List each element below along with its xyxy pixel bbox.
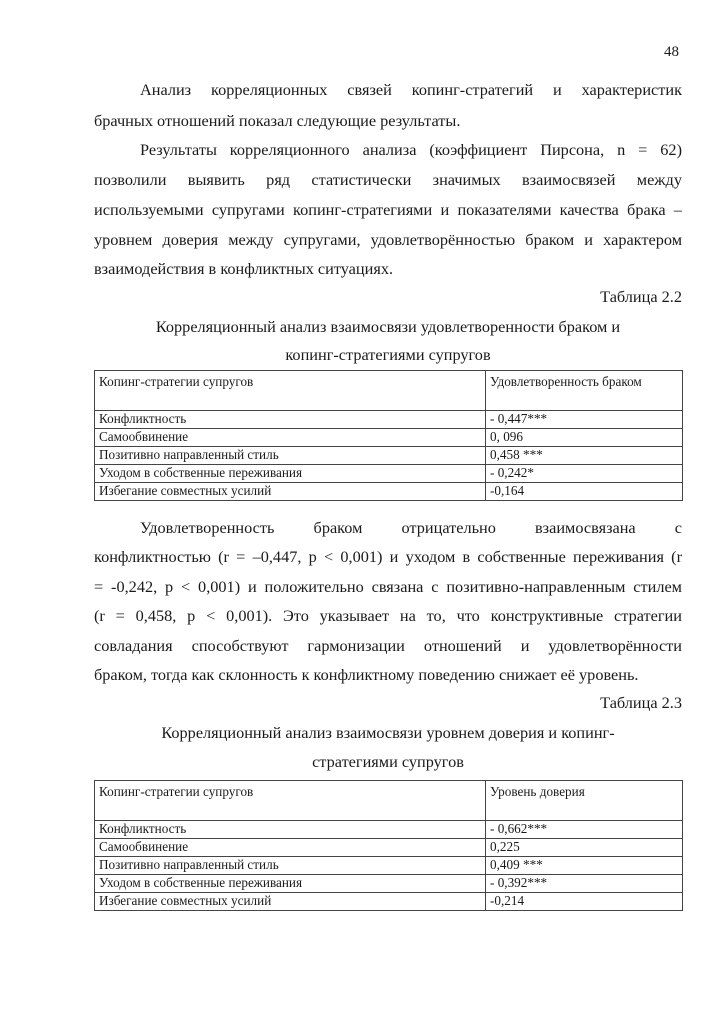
table-caption: стратегиями супругов (312, 752, 464, 771)
table-row (95, 821, 683, 839)
cell: - 0,242* (486, 465, 683, 483)
cell: - 0,662*** (486, 821, 683, 839)
cell: Конфликтность (95, 821, 486, 839)
paragraph-line: (r = 0,458, p < 0,001). Это указывает на то, что конструктивные стратегии (94, 606, 682, 625)
header-cell: Копинг-стратегии супругов (95, 371, 486, 411)
paragraph-line: Удовлетворенность браком отрицательно взаимосвязана с (140, 518, 682, 537)
cell: Избегание совместных усилий (95, 893, 486, 911)
cell: Избегание совместных усилий (95, 483, 486, 501)
paragraph-line: совладания способствуют гармонизации отношений и удовлетворённости (94, 636, 682, 655)
table-row (95, 411, 683, 429)
header-cell: Копинг-стратегии супругов (95, 781, 486, 821)
cell: -0,214 (486, 893, 683, 911)
table-row (95, 857, 683, 875)
cell: Позитивно направленный стиль (95, 857, 486, 875)
paragraph-line: Результаты корреляционного анализа (коэффициент Пирсона, n = 62) (140, 140, 682, 159)
cell: Самообвинение (95, 429, 486, 447)
cell: Самообвинение (95, 839, 486, 857)
paragraph-line: браком, тогда как склонность к конфликтному поведению снижает её уровень. (94, 665, 639, 684)
paragraph-line: уровнем доверия между супругами, удовлетворённостью браком и характером (94, 230, 682, 249)
cell: Конфликтность (95, 411, 486, 429)
header-cell: Удовлетворенность браком (486, 371, 683, 411)
paragraph-line: взаимодействия в конфликтных ситуациях. (94, 259, 394, 278)
table-row (95, 429, 683, 447)
paragraph-line: = -0,242, p < 0,001) и положительно связана с позитивно-направленным стилем (94, 577, 682, 596)
cell: - 0,447*** (486, 411, 683, 429)
table-row (95, 893, 683, 911)
paragraph-line: конфликтностью (r = –0,447, p < 0,001) и уходом в собственные переживания (r (94, 547, 682, 566)
table-caption: Корреляционный анализ взаимосвязи удовлетворенности браком и (155, 317, 621, 336)
table-row (95, 483, 683, 501)
cell: 0, 096 (486, 429, 683, 447)
cell: 0,458 *** (486, 447, 683, 465)
table-caption: копинг-стратегиями супругов (285, 345, 491, 364)
paragraph-line: Анализ корреляционных связей копинг-стратегий и характеристик (140, 80, 682, 99)
cell: 0,225 (486, 839, 683, 857)
header-cell: Уровень доверия (486, 781, 683, 821)
cell: Позитивно направленный стиль (95, 447, 486, 465)
table-row (95, 875, 683, 893)
table-header-row (95, 371, 683, 411)
paragraph-line: брачных отношений показал следующие результаты. (94, 111, 461, 130)
correlation-table-satisfaction (94, 370, 683, 501)
table-caption: Корреляционный анализ взаимосвязи уровнем доверия и копинг- (161, 723, 615, 742)
cell: Уходом в собственные переживания (95, 875, 486, 893)
cell: 0,409 *** (486, 857, 683, 875)
paragraph-line: используемыми супругами копинг-стратегиями и показателями качества брака – (94, 200, 682, 219)
page-number: 48 (664, 44, 679, 60)
table-row (95, 447, 683, 465)
table-label: Таблица 2.2 (600, 287, 682, 306)
table-header-row (95, 781, 683, 821)
cell: Уходом в собственные переживания (95, 465, 486, 483)
table-row (95, 465, 683, 483)
cell: - 0,392*** (486, 875, 683, 893)
table-label: Таблица 2.3 (600, 693, 682, 712)
cell: -0,164 (486, 483, 683, 501)
paragraph-line: позволили выявить ряд статистически значимых взаимосвязей между (94, 170, 682, 189)
correlation-table-trust (94, 780, 683, 911)
table-row (95, 839, 683, 857)
